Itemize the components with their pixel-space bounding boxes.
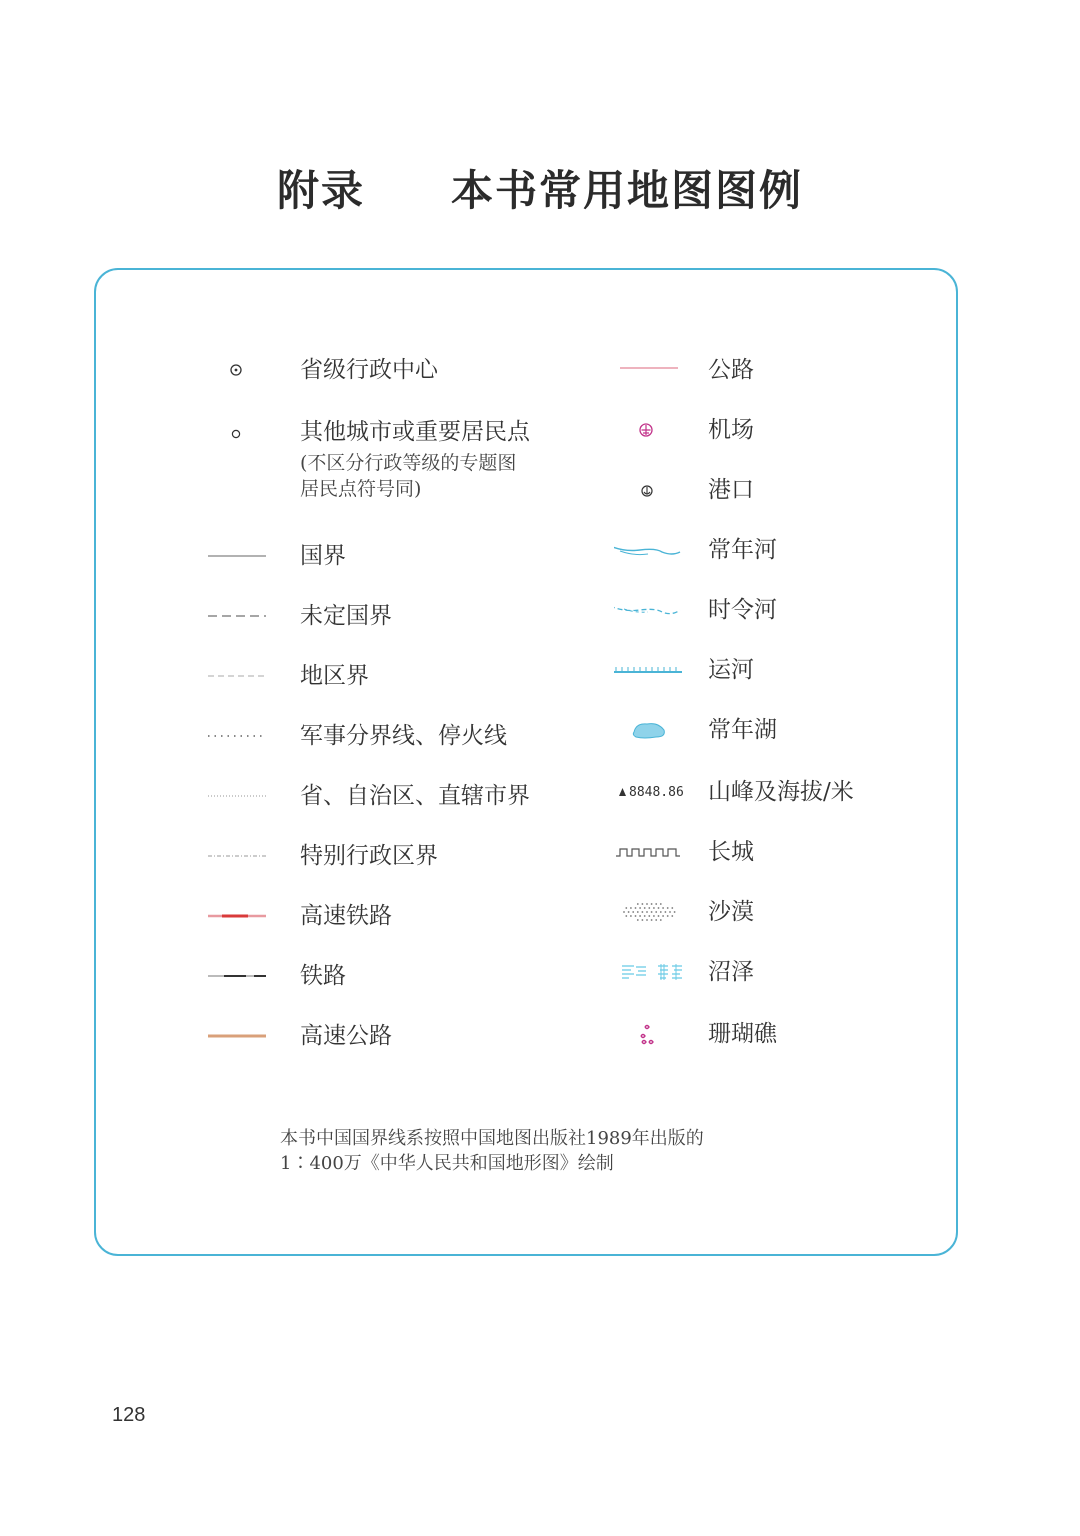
- legend-label: 珊瑚礁: [708, 1021, 777, 1047]
- legend-note: (不区分行政等级的专题图: [300, 452, 517, 474]
- coral-reef-icon: [614, 1014, 694, 1054]
- provincial-capital-icon: [206, 350, 286, 390]
- high-speed-rail-icon: [206, 896, 286, 936]
- legend-label: 省、自治区、直辖市界: [300, 783, 530, 809]
- legend-label: 山峰及海拔/米: [708, 779, 854, 805]
- page-title: [0, 158, 1080, 218]
- seasonal-river-icon: [614, 590, 694, 630]
- swamp-icon: [614, 952, 694, 992]
- legend-label: 省级行政中心: [300, 357, 438, 383]
- legend-label: 地区界: [300, 663, 369, 689]
- footnote: [280, 1126, 704, 1176]
- military-demarcation-icon: [206, 716, 286, 756]
- mountain-peak-icon: [614, 772, 694, 812]
- perennial-river-icon: [614, 530, 694, 570]
- canal-icon: [614, 650, 694, 690]
- legend-label: 港口: [708, 477, 754, 503]
- provincial-boundary-icon: [206, 776, 286, 816]
- legend-note: 居民点符号同): [300, 478, 422, 500]
- legend-label: 常年湖: [708, 717, 777, 743]
- legend-label: 机场: [708, 417, 754, 443]
- airport-icon: [614, 410, 694, 450]
- regional-boundary-icon: [206, 656, 286, 696]
- title-legend: 本书常用地图图例: [451, 166, 804, 215]
- perennial-lake-icon: [614, 710, 694, 750]
- legend-label: 铁路: [300, 963, 346, 989]
- peak-value: 8848.86: [629, 785, 684, 800]
- sar-boundary-icon: [206, 836, 286, 876]
- legend-label: 沼泽: [708, 959, 754, 985]
- railway-icon: [206, 956, 286, 996]
- undetermined-boundary-icon: [206, 596, 286, 636]
- expressway-icon: [206, 1016, 286, 1056]
- legend-label: 沙漠: [708, 899, 754, 925]
- legend-label: 未定国界: [300, 603, 392, 629]
- port-icon: [614, 470, 694, 510]
- legend-label: 运河: [708, 657, 754, 683]
- footnote-line: 本书中国国界线系按照中国地图出版社1989年出版的: [280, 1128, 704, 1149]
- legend-label: 国界: [300, 543, 346, 569]
- legend-label: 高速公路: [300, 1023, 392, 1049]
- legend-label: 特别行政区界: [300, 843, 438, 869]
- legend-box: [94, 268, 958, 1256]
- legend-label: 高速铁路: [300, 903, 392, 929]
- legend-label: 长城: [708, 839, 754, 865]
- legend-label: 公路: [708, 357, 754, 383]
- great-wall-icon: [614, 832, 694, 872]
- legend-label: 其他城市或重要居民点: [300, 419, 530, 445]
- desert-icon: [614, 892, 694, 932]
- legend-label: 军事分界线、停火线: [300, 723, 507, 749]
- page-number: 128: [112, 1404, 146, 1426]
- title-appendix: 附录: [276, 166, 365, 215]
- legend-label: 时令河: [708, 597, 777, 623]
- legend-label: 常年河: [708, 537, 777, 563]
- national-boundary-icon: [206, 536, 286, 576]
- other-city-icon: [206, 412, 286, 452]
- footnote-line: 1∶400万《中华人民共和国地形图》绘制: [280, 1153, 614, 1174]
- road-icon: [614, 350, 694, 390]
